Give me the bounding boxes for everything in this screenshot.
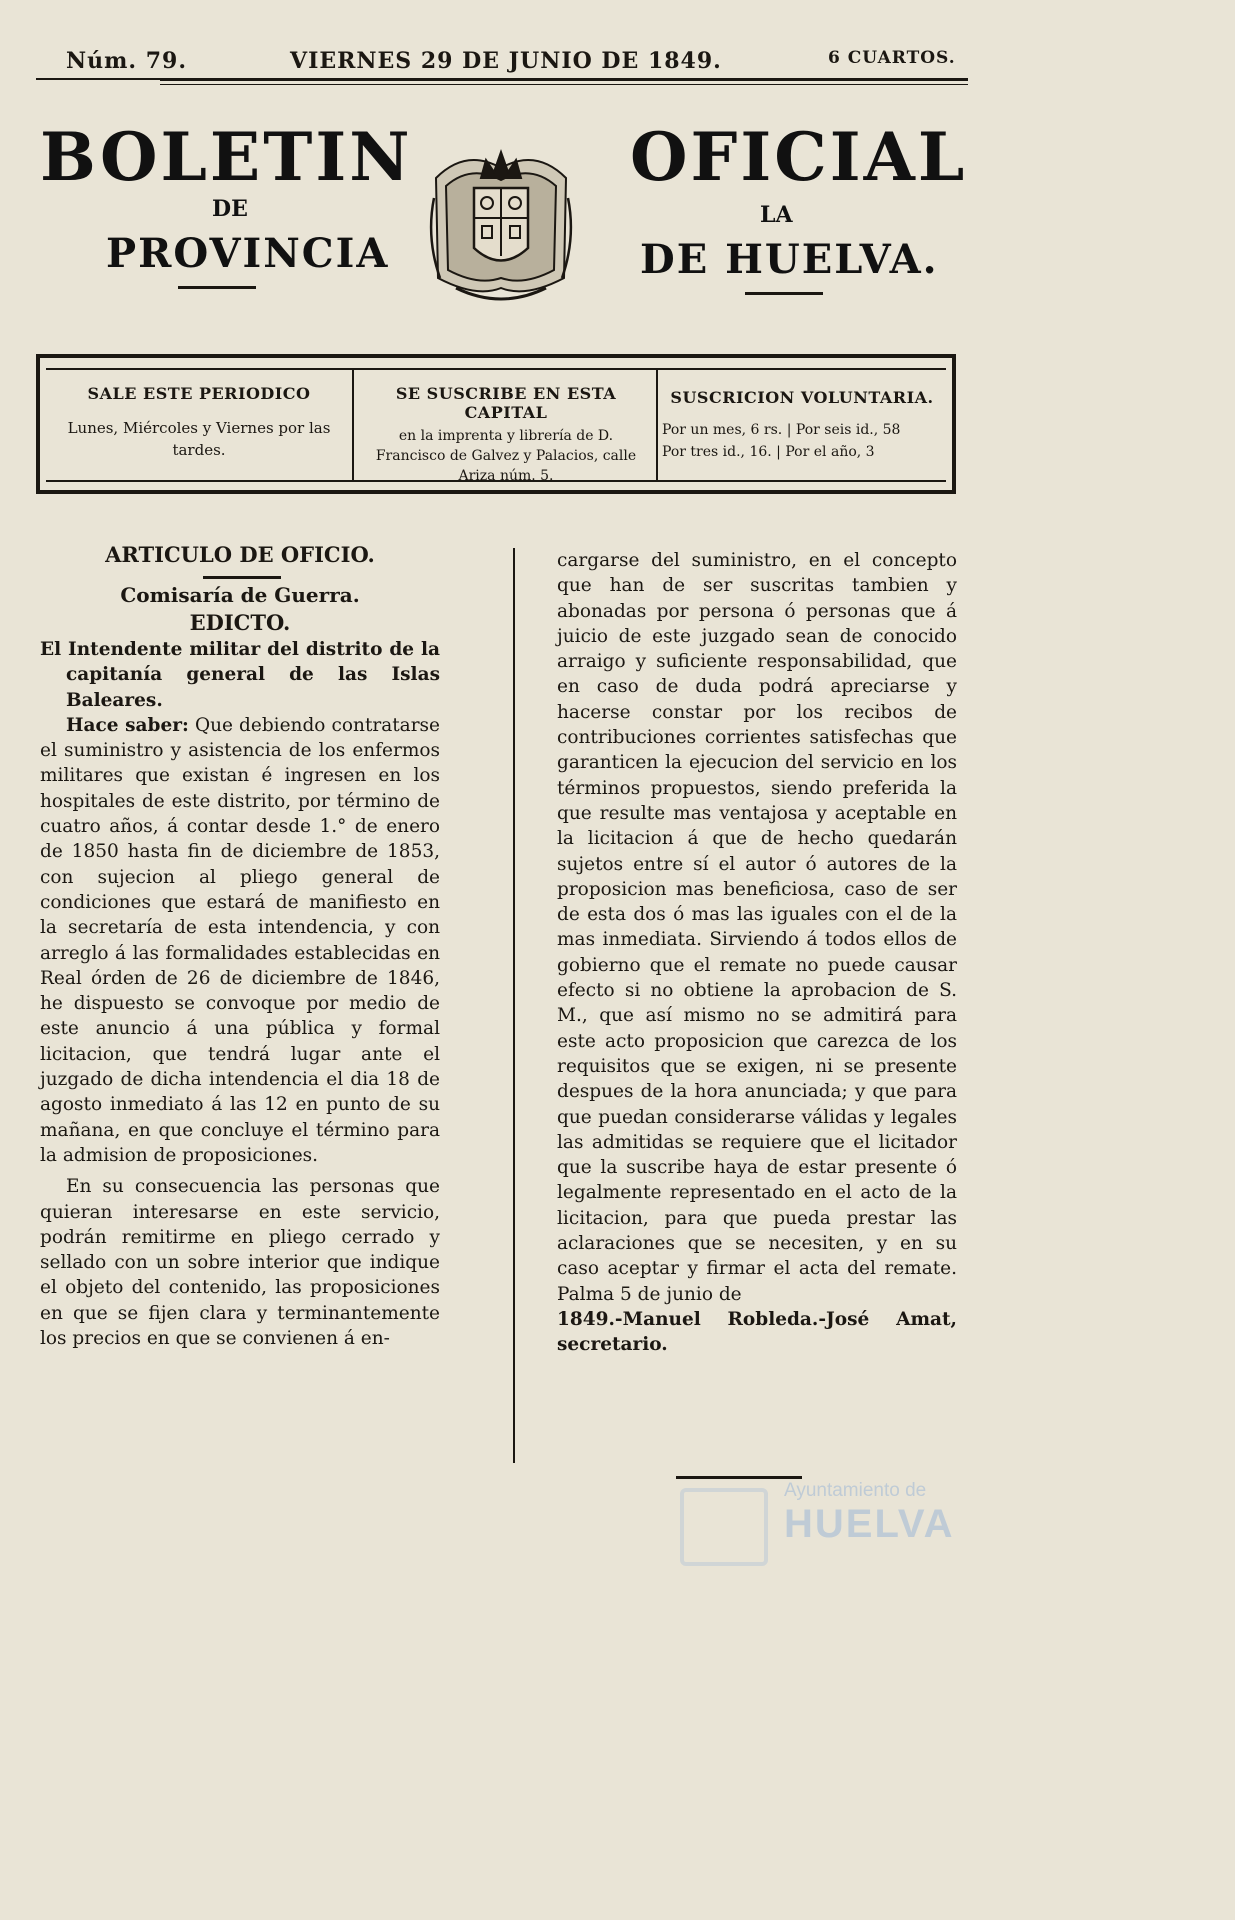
office-heading: Comisaría de Guerra. xyxy=(120,583,360,607)
prices-row-2: Por tres id., 16. | Por el año, 3 xyxy=(662,444,875,460)
info-col-subscribe xyxy=(352,370,658,484)
masthead-rule-right xyxy=(745,292,823,295)
issue-date: VIERNES 29 DE JUNIO DE 1849. xyxy=(290,48,722,74)
masthead-de: DE xyxy=(212,196,248,222)
header-rule xyxy=(160,78,968,81)
masthead-oficial: OFICIAL xyxy=(630,118,968,196)
edict-paragraph-2: En su consecuencia las personas que quieran interesarse en este servicio, podrán remitirme en pliego cerrado y sellado con un sobre interior que indique el objeto del contenido, las proposiciones en que se fijen clara y terminantemente los precios en que se convienen á en- xyxy=(40,1176,440,1350)
section-rule xyxy=(203,576,281,579)
article-column-left xyxy=(40,540,440,1351)
header-rule-left xyxy=(36,78,166,80)
watermark-line-2: HUELVA xyxy=(784,1502,955,1546)
section-heading: ARTICULO DE OFICIO. xyxy=(105,542,375,567)
subscribe-title: SE SUSCRIBE EN ESTA CAPITAL xyxy=(395,384,617,422)
end-rule xyxy=(676,1476,802,1479)
edict-paragraph-1: Que debiendo contratarse el suministro y asistencia de los enfermos militares que existan é ingresen en los hospitales de este distrito, por término de cuatro años, á contar desde 1.° de enero de 1850 hasta fin de diciembre de 1853, con sujecion al pliego general de condiciones que estará de manifiesto en la secretaría de esta intendencia, y con arreglo á las formalidades establecidas en Real órden de 26 de diciembre de 1846, he dispuesto se convoque por medio de este anuncio á una pública y formal licitacion, que tendrá lugar ante el juzgado de dicha intendencia el dia 18 de agosto inmediato á las 12 en punto de su mañana, en que concluye el término para la admision de proposiciones. xyxy=(40,714,440,1166)
edict-paragraph-3: cargarse del suministro, en el concepto que han de ser suscritas tambien y abonadas por persona ó personas que á juicio de este juzgado sean de conocido arraigo y suficiente responsabilidad, que en caso de duda podrá apreciarse y hacerse constar por los recibos de contribuciones corrientes satisfechas que garanticen la ejecucion del servicio en los términos propuestos, siendo preferida la que resulte mas ventajosa y aceptable en la licitacion á que de hecho quedarán sujetos entre sí el autor ó autores de la proposicion mas beneficiosa, caso de ser de esta dos ó mas las iguales con el de la mas inmediata. Sirviendo á todos ellos de gobierno que el remate no puede causar efecto si no obtiene la aprobacion de S. M., que así mismo no se admitirá para este acto proposicion que carezca de los requisitos que se exigen, ni se presente despues de la hora anunciada; y que para que puedan considerarse válidas y legales las admitidas se requiere que el licitador que la suscribe haya de estar presente ó legalmente representado en el acto de la licitacion, para que pueda prestar las aclaraciones que se necesiten, y en su caso aceptar y firmar el acta del remate. Palma 5 de junio de xyxy=(557,550,957,1305)
masthead-de-huelva: DE HUELVA. xyxy=(640,236,939,283)
schedule-title: SALE ESTE PERIODICO xyxy=(87,384,311,403)
edict-signature: 1849.-Manuel Robleda.-José Amat, secretario. xyxy=(557,1308,957,1356)
subscription-box xyxy=(36,354,956,494)
masthead-la: LA xyxy=(760,202,793,228)
masthead-provincia: PROVINCIA xyxy=(106,230,390,277)
watermark-line-1: Ayuntamiento de xyxy=(784,1480,927,1501)
edict-intro: El Intendente militar del distrito de la capitanía general de las Islas Baleares. xyxy=(40,639,440,711)
edict-lead: Hace saber: xyxy=(66,714,189,736)
coat-of-arms-icon xyxy=(426,138,576,306)
prices-row-1: Por un mes, 6 rs. | Por seis id., 58 xyxy=(662,422,901,438)
info-col-schedule xyxy=(46,370,352,480)
prices-title: SUSCRICION VOLUNTARIA. xyxy=(670,388,934,407)
masthead-rule-left xyxy=(178,286,256,289)
article-column-right xyxy=(557,548,957,1358)
schedule-text: Lunes, Miércoles y Viernes por las tardes. xyxy=(67,419,331,459)
column-divider xyxy=(513,548,515,1463)
masthead-boletin: BOLETIN xyxy=(40,118,413,196)
edict-heading: EDICTO. xyxy=(189,610,291,635)
header-rule-thin xyxy=(160,84,968,85)
issue-number: Núm. 79. xyxy=(66,48,187,74)
issue-price: 6 CUARTOS. xyxy=(828,48,956,68)
info-col-prices xyxy=(656,370,946,480)
shield-icon xyxy=(680,1488,768,1566)
subscribe-text: en la imprenta y librería de D. Francisco de Galvez y Palacios, calle Ariza núm. 5. xyxy=(375,428,637,484)
